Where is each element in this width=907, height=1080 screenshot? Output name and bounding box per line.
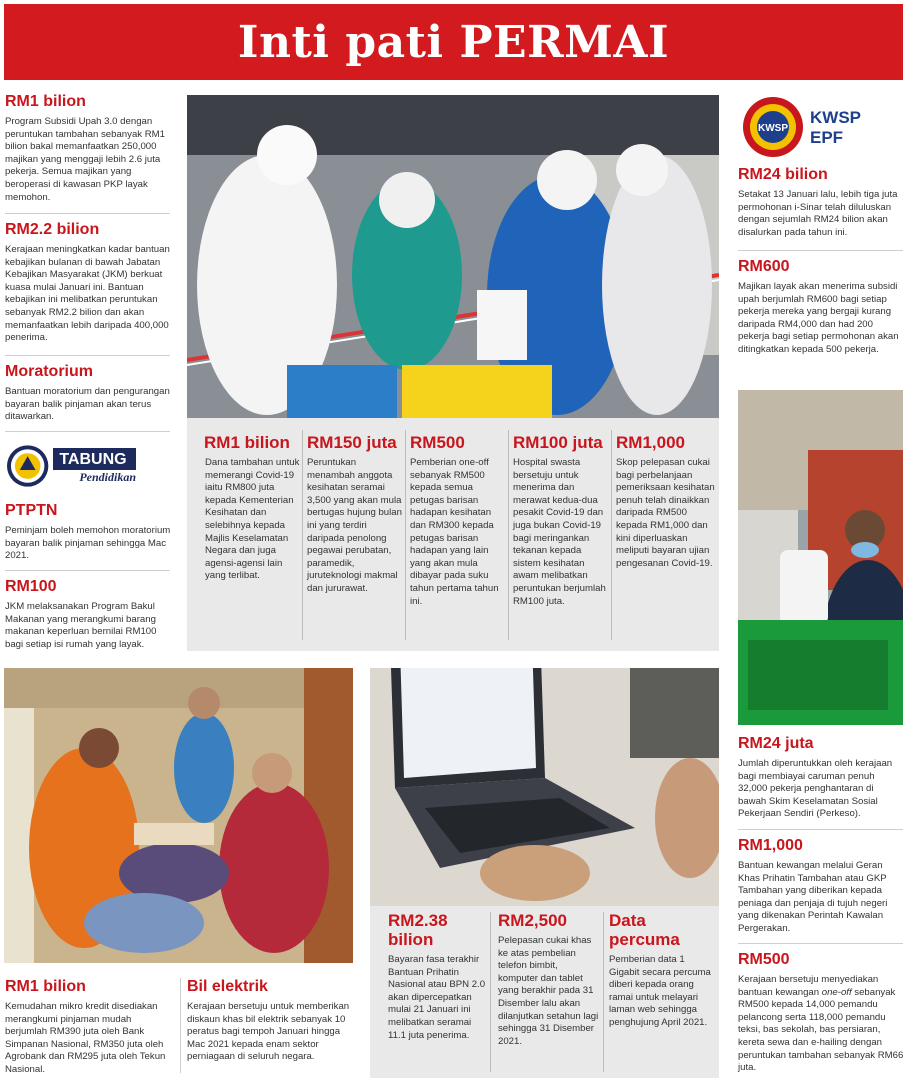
photo-illustration bbox=[738, 390, 903, 725]
column-body: Pemberian one-off sebanyak RM500 kepada semua petugas barisan hadapan kesihatan dan RM300 kepada petugas barisan hadapan yang lain yang akan mula dibayar pada suku tahun pertama tahun ini. bbox=[410, 457, 499, 607]
body-text: sebanyak RM500 kepada 14,000 pemandu pelancong serta 118,000 pemandu teksi, bas sekolah, bas persiaran, kereta sewa dan e-hailing dengan peruntukan tambahan sebanyak RM66 juta. bbox=[738, 986, 904, 1074]
logo-line-1: KWSP bbox=[810, 108, 861, 127]
logo-line-2: EPF bbox=[810, 128, 844, 147]
bottom-center-column-3 bbox=[609, 911, 713, 1030]
column-body: Pelepasan cukai khas ke atas pembelian telefon bimbit, komputer dan tablet yang berakhir pada 31 Disember lalu akan dilanjutkan setahun lagi sehingga 31 Disember 2021. bbox=[498, 935, 599, 1047]
bottom-left-item-2 bbox=[187, 978, 355, 1064]
divider bbox=[5, 213, 170, 214]
column-divider bbox=[302, 430, 303, 640]
bottom-center-column-2 bbox=[498, 911, 600, 1048]
column-divider bbox=[180, 978, 181, 1073]
item-heading: PTPTN bbox=[5, 502, 58, 519]
item-heading: Bil elektrik bbox=[187, 978, 268, 995]
ptptn-emblem-icon bbox=[6, 444, 49, 488]
column-divider bbox=[490, 912, 491, 1072]
page-title: Inti pati PERMAI bbox=[237, 16, 670, 68]
tabung-pendidikan-logo bbox=[6, 441, 136, 491]
right-item-1 bbox=[738, 166, 904, 239]
item-heading: RM24 bilion bbox=[738, 166, 828, 183]
column-body: Peruntukan menambah anggota kesihatan seramai 3,500 yang akan mula bertugas hujung bulan ini yang terdiri daripada penolong pegawai perubatan, paramedik, juruteknologi makmal dan jururawat. bbox=[307, 457, 402, 594]
left-item-5 bbox=[5, 578, 177, 651]
column-divider bbox=[611, 430, 612, 640]
logo-sub: Pendidikan bbox=[79, 469, 136, 484]
item-heading: Moratorium bbox=[5, 363, 93, 380]
item-body: Peminjam boleh memohon moratorium bayaran balik pinjaman sehingga Mac 2021. bbox=[5, 525, 171, 562]
divider bbox=[5, 431, 170, 432]
photo-illustration bbox=[4, 668, 353, 963]
item-body: JKM melaksanakan Program Bakul Makanan yang merangkumi barang makanan keperluan bernilai RM100 bagi setiap isi rumah yang layak. bbox=[5, 601, 157, 650]
left-item-3 bbox=[5, 363, 173, 424]
column-divider bbox=[508, 430, 509, 640]
column-divider bbox=[405, 430, 406, 640]
column-heading: RM2.38 bilion bbox=[388, 911, 448, 949]
health-workers-photo bbox=[187, 95, 719, 418]
kwsp-emblem-icon bbox=[742, 96, 804, 158]
right-item-2 bbox=[738, 258, 904, 357]
item-body: Majikan layak akan menerima subsidi upah berjumlah RM600 bagi setiap pekerja mereka yang bergaji kurang daripada RM4,000 dan had 200 pekerja bagi setiap permohonan akan ditingkatkan kepada 500 pekerja. bbox=[738, 281, 899, 355]
item-body: Setakat 13 Januari lalu, lebih tiga juta permohonan i-Sinar telah diluluskan dengan sejumlah RM24 bilion akan disalurkan pada tahun ini. bbox=[738, 189, 898, 238]
center-column-5 bbox=[616, 433, 716, 570]
item-heading: RM1 bilion bbox=[5, 978, 86, 995]
bottom-left-item-1 bbox=[5, 978, 175, 1077]
column-heading: RM1 bilion bbox=[204, 433, 290, 452]
item-body: Program Subsidi Upah 3.0 dengan peruntukan tambahan sebanyak RM1 bilion bakal memanfaatkan 250,000 majikan yang menggaji lebih 2.6 juta pekerja. Semua majikan yang beroperasi di kawasan PKP layak memohon. bbox=[5, 116, 165, 203]
item-heading: RM2.2 bilion bbox=[5, 221, 100, 238]
laptop-photo bbox=[370, 668, 719, 906]
item-body: Kerajaan bersetuju untuk memberikan diskaun khas bil elektrik sebanyak 10 peratus bagi tempoh Januari hingga Mac 2021 kepada enam sektor perniagaan di seluruh negara. bbox=[187, 1001, 350, 1063]
kwsp-epf-logo bbox=[742, 96, 902, 158]
item-body: Kerajaan meningkatkan kadar bantuan kebajikan bulanan di bawah Jabatan Kebajikan Masyarakat (JKM) berkuat kuasa mulai Januari ini. Bantuan kebajikan ini melibatkan peruntukan sebanyak RM2.2 bilion dan akan memanfaatkan lebih daripada 400,000 penerima. bbox=[5, 244, 170, 344]
item-heading: RM1,000 bbox=[738, 837, 803, 854]
divider bbox=[5, 570, 170, 571]
item-body: Bantuan moratorium dan pengurangan bayaran balik pinjaman akan terus ditawarkan. bbox=[5, 386, 170, 423]
column-heading: RM1,000 bbox=[616, 433, 685, 452]
center-column-2 bbox=[307, 433, 403, 596]
column-body: Dana tambahan untuk memerangi Covid-19 iaitu RM800 juta kepada Kementerian Kesihatan dan selebihnya kepada Majlis Keselamatan Negara dan juga agensi-agensi lain yang terlibat. bbox=[205, 457, 300, 582]
column-body: Pemberian data 1 Gigabit secara percuma diberi kepada orang ramai untuk melayari laman web sehingga penghujung April 2021. bbox=[609, 954, 711, 1028]
body-emphasis: one-off bbox=[821, 986, 852, 998]
center-column-3 bbox=[410, 433, 506, 608]
column-heading: RM500 bbox=[410, 433, 465, 452]
item-heading: RM100 bbox=[5, 578, 57, 595]
divider bbox=[738, 829, 903, 830]
column-heading: RM100 juta bbox=[513, 433, 603, 452]
item-body: Kemudahan mikro kredit disediakan merangkumi pinjaman mudah berjumlah RM390 juta oleh Bank Simpanan Nasional, RM350 juta oleh Agrobank dan RM295 juta oleh Tekun Nasional. bbox=[5, 1001, 166, 1075]
divider bbox=[5, 355, 170, 356]
right-item-4 bbox=[738, 837, 904, 936]
divider bbox=[738, 943, 903, 944]
item-body: Bantuan kewangan melalui Geran Khas Prihatin Tambahan atau GKP Tambahan yang diberikan kepada peniaga dan penjaja di tujuh negeri yang dikenakan Perintah Kawalan Pergerakan. bbox=[738, 860, 888, 934]
item-heading: RM600 bbox=[738, 258, 790, 275]
right-item-5 bbox=[738, 951, 904, 1075]
left-item-1 bbox=[5, 93, 173, 204]
column-heading: RM150 juta bbox=[307, 433, 397, 452]
photo-illustration bbox=[187, 95, 719, 418]
divider bbox=[738, 250, 903, 251]
logo-word: TABUNG bbox=[53, 448, 136, 470]
emblem-text: KWSP bbox=[758, 123, 788, 134]
column-body: Hospital swasta bersetuju untuk menerima dan merawat kedua-dua pesakit Covid-19 dan juga bukan Covid-19 bagi meringankan tekanan kepada sistem kesihatan awam melibatkan peruntukan berjumlah RM100 juta. bbox=[513, 457, 606, 607]
item-heading: RM500 bbox=[738, 951, 790, 968]
item-heading: RM1 bilion bbox=[5, 93, 86, 110]
item-heading: RM24 juta bbox=[738, 735, 814, 752]
item-body: Jumlah diperuntukkan oleh kerajaan bagi membiayai caruman penuh 32,000 pekerja penghantaran di bawah Skim Keselamatan Sosial Pekerjaan Sendiri (Perkeso). bbox=[738, 758, 893, 820]
food-aid-photo bbox=[4, 668, 353, 963]
left-item-4 bbox=[5, 502, 173, 563]
title-banner bbox=[4, 4, 903, 80]
center-column-1 bbox=[204, 433, 300, 583]
right-item-3 bbox=[738, 735, 904, 821]
left-item-2 bbox=[5, 221, 173, 345]
column-divider bbox=[603, 912, 604, 1072]
column-heading: Data percuma bbox=[609, 911, 680, 949]
delivery-rider-photo bbox=[738, 390, 903, 725]
bottom-center-column-1 bbox=[388, 911, 486, 1042]
item-body bbox=[738, 974, 904, 1075]
center-column-4 bbox=[513, 433, 609, 608]
body-text: Kerajaan bersetuju menyediakan bantuan kewangan bbox=[738, 974, 879, 998]
column-body: Skop pelepasan cukai bagi perbelanjaan pemeriksaan kesihatan penuh telah dinaikkan daripada RM500 kepada RM1,000 dan kini diperluaskan meliputi bayaran ujian pengesanan Covid-19. bbox=[616, 457, 715, 569]
column-heading: RM2,500 bbox=[498, 911, 567, 930]
photo-illustration bbox=[370, 668, 719, 906]
column-body: Bayaran fasa terakhir Bantuan Prihatin Nasional atau BPN 2.0 akan dipercepatkan mulai 21 Januari ini melibatkan seramai 11.1 juta penerima. bbox=[388, 954, 486, 1041]
